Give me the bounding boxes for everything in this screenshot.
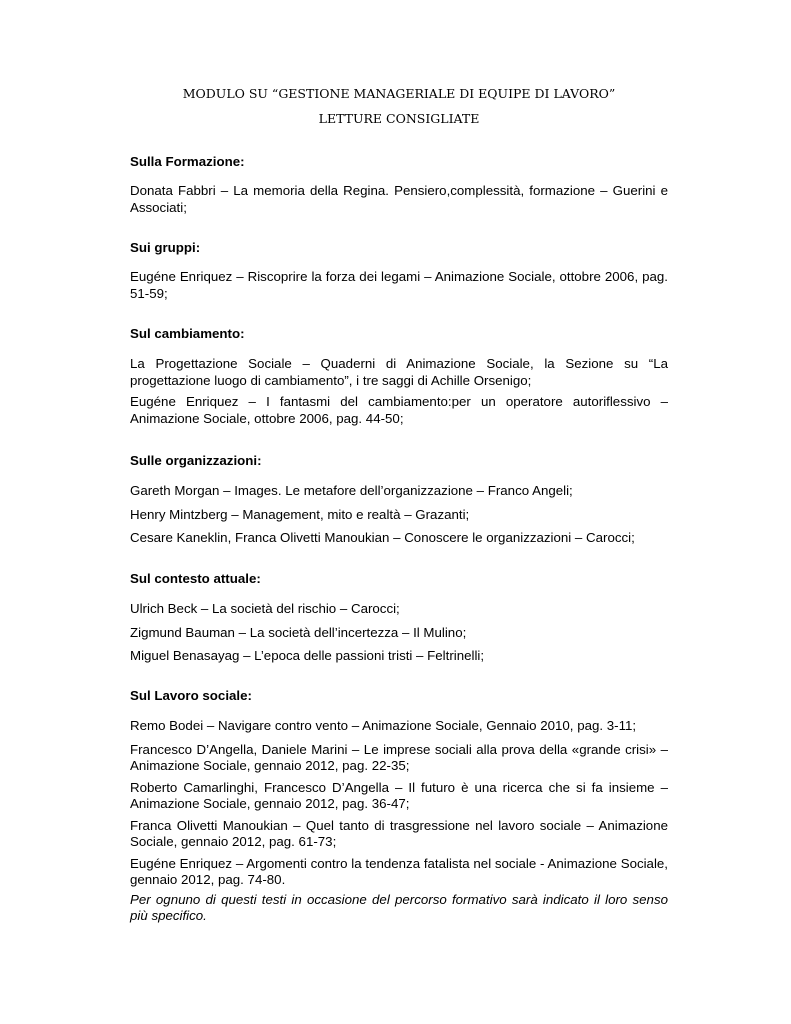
section-lavoro-sociale bbox=[130, 688, 668, 925]
reading-entry: Franca Olivetti Manoukian – Quel tanto di trasgressione nel lavoro sociale – Animazione Sociale, gennaio 2012, pag. 61-73; bbox=[130, 817, 668, 849]
section-organizzazioni bbox=[130, 453, 668, 547]
section-cambiamento bbox=[130, 326, 668, 427]
document-title: MODULO SU “GESTIONE MANAGERIALE DI EQUIPE DI LAVORO” bbox=[182, 86, 616, 101]
section-heading: Sulla Formazione: bbox=[130, 154, 245, 169]
reading-entry: Eugéne Enriquez – I fantasmi del cambiamento:per un operatore autoriflessivo – Animazione Sociale, ottobre 2006, pag. 44-50; bbox=[130, 394, 668, 426]
reading-entry: Cesare Kaneklin, Franca Olivetti Manoukian – Conoscere le organizzazioni – Carocci; bbox=[130, 530, 635, 545]
document-subtitle: LETTURE CONSIGLIATE bbox=[318, 111, 480, 126]
reading-entry: Henry Mintzberg – Management, mito e realtà – Grazanti; bbox=[130, 506, 470, 522]
reading-entry: Roberto Camarlinghi, Francesco D’Angella – Il futuro è una ricerca che si fa insieme – Animazione Sociale, gennaio 2012, pag. 36-47; bbox=[130, 779, 668, 811]
section-contesto bbox=[130, 571, 668, 665]
reading-entry: Eugéne Enriquez – Riscoprire la forza dei legami – Animazione Sociale, ottobre 2006, pag. 51-59; bbox=[130, 269, 668, 301]
section-heading: Sui gruppi: bbox=[130, 240, 201, 255]
reading-entry: Eugéne Enriquez – Argomenti contro la tendenza fatalista nel sociale - Animazione Sociale, gennaio 2012, pag. 74-80. bbox=[130, 855, 668, 887]
section-gruppi bbox=[130, 240, 668, 302]
reading-entry: Donata Fabbri – La memoria della Regina. Pensiero,complessità, formazione – Guerini e Associati; bbox=[130, 183, 668, 215]
reading-entry: La Progettazione Sociale – Quaderni di Animazione Sociale, la Sezione su “La progettazione luogo di cambiamento”, i tre saggi di Achille Orsenigo; bbox=[130, 356, 668, 388]
closing-note: Per ognuno di questi testi in occasione del percorso formativo sarà indicato il loro senso più specifico. bbox=[130, 891, 668, 923]
section-heading: Sul cambiamento: bbox=[130, 326, 245, 341]
section-heading: Sul Lavoro sociale: bbox=[130, 688, 252, 703]
reading-entry: Remo Bodei – Navigare contro vento – Animazione Sociale, Gennaio 2010, pag. 3-11; bbox=[130, 718, 637, 733]
section-formazione bbox=[130, 154, 668, 216]
section-heading: Sulle organizzazioni: bbox=[130, 453, 262, 468]
reading-entry: Francesco D’Angella, Daniele Marini – Le imprese sociali alla prova della «grande crisi» – Animazione Sociale, gennaio 2012, pag. 22-35; bbox=[130, 741, 668, 773]
reading-entry: Ulrich Beck – La società del rischio – Carocci; bbox=[130, 601, 400, 616]
reading-entry: Miguel Benasayag – L’epoca delle passioni tristi – Feltrinelli; bbox=[130, 648, 485, 663]
reading-entry: Gareth Morgan – Images. Le metafore dell’organizzazione – Franco Angeli; bbox=[130, 483, 573, 498]
reading-entry: Zigmund Bauman – La società dell’incertezza – Il Mulino; bbox=[130, 624, 467, 640]
section-heading: Sul contesto attuale: bbox=[130, 571, 261, 586]
